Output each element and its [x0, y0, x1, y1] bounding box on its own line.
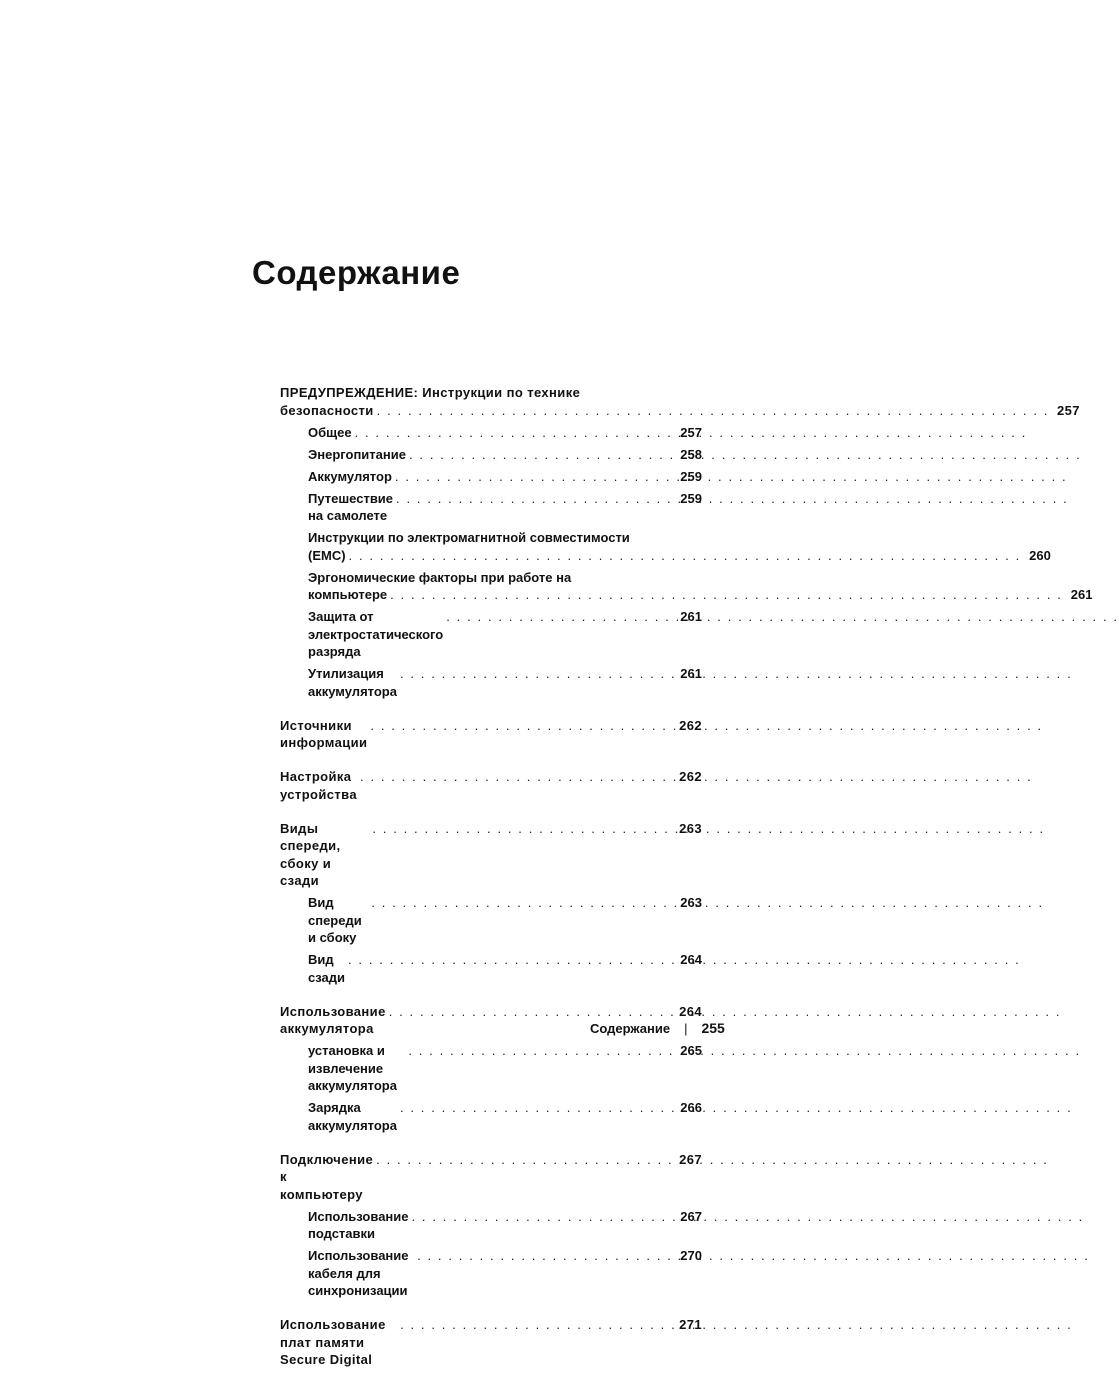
toc-page-number: 259	[680, 468, 702, 484]
dot-leader	[395, 468, 672, 486]
page-title: Содержание	[252, 254, 461, 291]
toc-page-number: 260	[1029, 547, 1051, 563]
toc-entry-title: Аккумулятор	[308, 468, 392, 484]
dot-leader	[360, 768, 671, 786]
toc-page-number: 264	[680, 952, 702, 967]
toc-entry-main[interactable]	[280, 1314, 702, 1371]
toc-page-number: 266	[680, 1100, 702, 1115]
footer-label: Содержание	[590, 1021, 671, 1036]
toc-entry-sub[interactable]	[280, 1040, 702, 1097]
toc-entry-title: Энергопитание	[308, 446, 406, 462]
toc-entry-title: Использование плат памяти Secure Digital	[280, 1317, 386, 1367]
toc-entry-main[interactable]	[280, 715, 702, 755]
toc-page-number: 259	[680, 490, 702, 506]
toc-entry-sub[interactable]	[280, 892, 702, 949]
toc-page-number: 263	[680, 895, 702, 910]
toc-entry-sub[interactable]	[280, 567, 1093, 607]
toc-entry-sub[interactable]	[280, 949, 702, 989]
footer-page-number: 255	[701, 1020, 725, 1036]
dot-leader	[396, 490, 672, 508]
toc-page-number: 267	[679, 1151, 702, 1167]
toc-page-number: 257	[1057, 402, 1080, 418]
toc-page-number: 264	[679, 1003, 702, 1019]
toc-entry-sub[interactable]	[280, 527, 1051, 567]
dot-leader	[349, 547, 1021, 565]
toc-entry-sub[interactable]	[280, 444, 702, 466]
toc-section	[280, 1314, 702, 1371]
toc-entry-title: Настройка устройства	[280, 769, 358, 802]
toc-section	[280, 715, 702, 755]
dot-leader	[400, 1316, 671, 1334]
toc-entry-title: Защита от электростатического разряда	[308, 609, 444, 659]
toc-entry-sub[interactable]	[280, 488, 702, 528]
toc-entry-sub[interactable]	[280, 1206, 702, 1246]
toc-section	[280, 1149, 702, 1303]
dot-leader	[409, 446, 672, 464]
toc-page-number: 263	[679, 820, 702, 836]
dot-leader	[371, 894, 672, 912]
dot-leader	[408, 1042, 672, 1060]
toc-entry-main[interactable]	[280, 382, 1080, 422]
toc-entry-title: Вид сзади	[308, 952, 345, 985]
toc-page-number: 258	[680, 446, 702, 462]
toc-page-number: 262	[679, 717, 702, 733]
toc-page-number: 267	[680, 1208, 702, 1224]
toc-entry-title: Вид спереди и сбоку	[308, 895, 362, 945]
toc-entry-title: Использование кабеля для синхронизации	[308, 1248, 409, 1298]
toc-entry-title-line2: безопасности	[280, 402, 374, 418]
dot-leader	[446, 608, 672, 626]
toc-entry-main[interactable]	[280, 1149, 702, 1206]
dot-leader	[412, 1208, 673, 1226]
toc-page-number: 270	[680, 1248, 702, 1263]
toc-entry-title: Источники информации	[280, 717, 368, 750]
toc-entry-title-line1: Эргономические факторы при работе на	[308, 569, 572, 585]
toc-section	[280, 818, 702, 989]
toc-section	[280, 382, 1093, 703]
dot-leader	[389, 1003, 671, 1021]
toc-page-number: 261	[680, 666, 702, 681]
toc-entry-title: установка и извлечение аккумулятора	[308, 1043, 397, 1093]
toc-entry-title: Виды спереди, сбоку и сзади	[280, 820, 341, 888]
toc-entry-sub[interactable]	[280, 606, 702, 663]
toc-page-number: 271	[679, 1317, 702, 1332]
toc-entry-main[interactable]	[280, 766, 702, 806]
toc-entry-title: Подключение к компьютеру	[280, 1151, 374, 1202]
footer-separator: |	[684, 1021, 688, 1036]
dot-leader	[370, 717, 671, 735]
dot-leader	[417, 1247, 672, 1265]
toc-page-number: 261	[1070, 587, 1093, 602]
dot-leader	[376, 1151, 671, 1169]
toc-entry-title: Путешествие на самолете	[308, 490, 394, 523]
toc-entry-sub[interactable]	[280, 1245, 702, 1302]
toc-entry-title-line1: ПРЕДУПРЕЖДЕНИЕ: Инструкции по технике	[280, 385, 581, 400]
toc-entry-sub[interactable]	[280, 422, 702, 444]
toc-entry-sub[interactable]	[280, 663, 702, 703]
toc-entry-title: Общее	[308, 424, 352, 440]
toc-entry-title-line1: Инструкции по электромагнитной совместимости	[308, 530, 630, 545]
toc-page-number: 257	[680, 424, 702, 440]
toc-page-number: 262	[679, 769, 702, 784]
toc-entry-main[interactable]	[280, 818, 702, 893]
toc-entry-title: Утилизация аккумулятора	[308, 666, 397, 699]
page-footer	[590, 1020, 725, 1036]
toc-entry-title: Использование подставки	[308, 1208, 409, 1241]
toc-entry-sub[interactable]	[280, 1097, 702, 1137]
dot-leader	[377, 402, 1049, 420]
dot-leader	[390, 586, 1062, 604]
toc-entry-sub[interactable]	[280, 466, 702, 488]
dot-leader	[400, 665, 672, 683]
dot-leader	[355, 424, 672, 442]
toc-section	[280, 766, 702, 806]
toc-page-number: 261	[680, 609, 702, 624]
dot-leader	[400, 1099, 672, 1117]
dot-leader	[372, 820, 671, 838]
toc-entry-title-line2: (EMC)	[308, 547, 346, 563]
toc-entry-title-line2: компьютере	[308, 587, 388, 602]
toc-page-number: 265	[680, 1043, 702, 1058]
dot-leader	[348, 951, 672, 969]
toc-entry-title: Использование аккумулятора	[280, 1003, 386, 1036]
toc-entry-title: Зарядка аккумулятора	[308, 1100, 397, 1133]
